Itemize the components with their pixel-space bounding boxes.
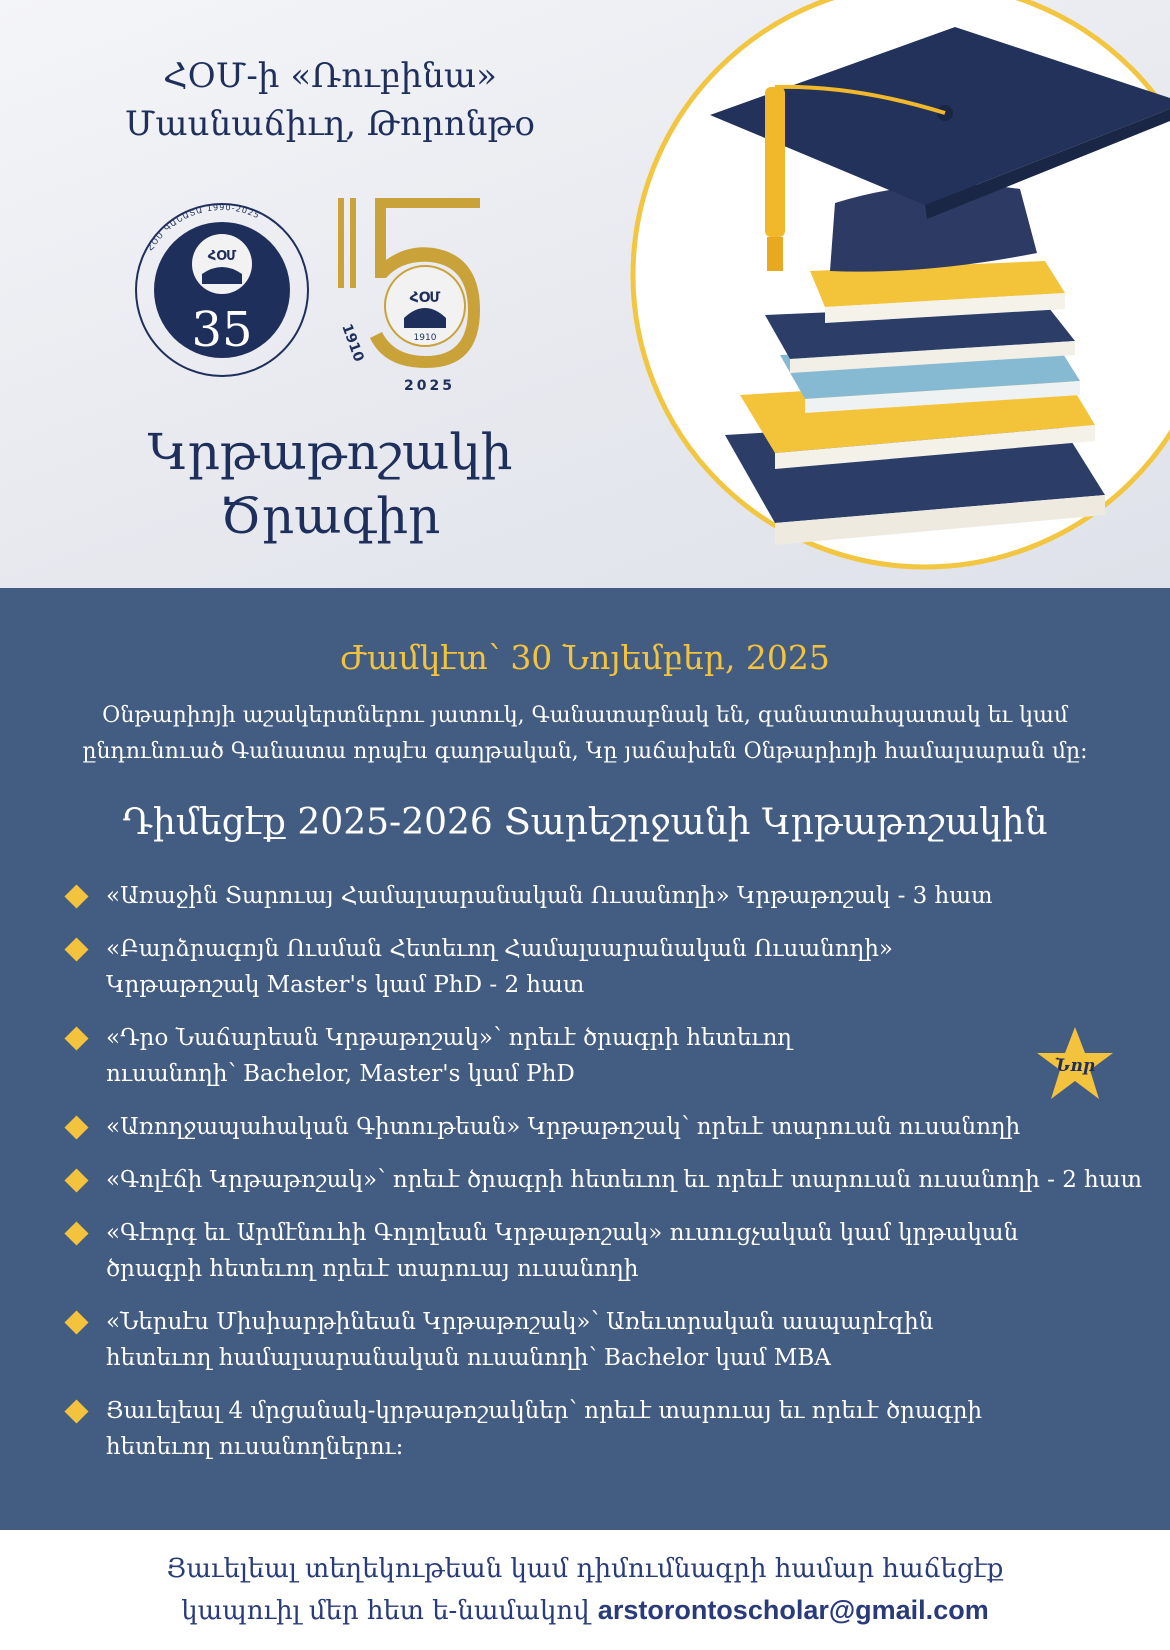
footer-contact-prefix: կապուիլ մեր հետ ե-նամակով — [181, 1596, 590, 1626]
apply-heading: Դիմեցէք 2025-2026 Տարեշրջանի Կրթաթոշակին — [122, 802, 1048, 843]
footer — [0, 1530, 1170, 1650]
scholarship-item: «Ներսէս Միսիարթինեան Կրթաթոշակ»՝ Առեւտրական ասպարէզին հետեւող համալսարանական ուսանողի՝ Bachelor կամ MBA — [62, 1304, 1142, 1376]
title-line-2: Ծրագիր — [219, 487, 441, 545]
diamond-bullet-icon — [64, 1221, 88, 1245]
new-badge-text: Նոր — [1054, 1056, 1096, 1076]
scholarship-item: Յաւելեալ 4 մրցանակ-կրթաթոշակներ՝ որեւէ տարուայ եւ որեւէ ծրագրի հետեւող ուսանողներու: — [62, 1393, 1142, 1465]
svg-text:ՀՕՄ: ՀՕՄ — [207, 249, 237, 264]
details-section — [0, 588, 1170, 1530]
seal-emblem-text: ՀՕՄ — [409, 290, 441, 306]
seal-year-end: 2025 — [404, 378, 455, 394]
eligibility-text: Օնթարիոյի աշակերտներու յատուկ, Գանատաբնակ են, զանատահպատակ եւ կամ ընդունուած Գանատա որպէս գաղթական, Կը յաճախեն Օնթարիոյի համալսարան մը: — [82, 703, 1088, 764]
diamond-bullet-icon — [64, 1310, 88, 1334]
scholarship-item: «Դրօ Նաճարեան Կրթաթոշակ»՝ որեւէ ծրագրի հետեւող ուսանողի՝ Bachelor, Master's կամ PhD — [62, 1020, 1142, 1092]
org-line-2: Մասնաճիւղ, Թորոնթօ — [124, 104, 536, 144]
new-star-badge-icon — [1035, 1025, 1115, 1103]
header-section — [0, 0, 1170, 588]
footer-line-1: Յաւելեալ տեղեկութեան կամ դիմումնագրի համար հաճեցէք — [166, 1554, 1004, 1584]
organization-name — [60, 52, 600, 148]
diamond-bullet-icon — [64, 884, 88, 908]
footer-line-2 — [0, 1595, 1170, 1626]
graduation-books-image — [625, 0, 1170, 588]
diamond-bullet-icon — [64, 1026, 88, 1050]
diamond-bullet-icon — [64, 937, 88, 961]
seal-number: 35 — [191, 302, 253, 358]
emblem-icon — [192, 234, 252, 294]
deadline-text: Ժամկէտ՝ 30 Նոյեմբեր, 2025 — [340, 638, 830, 677]
contact-email-link[interactable]: arstorontoscholar@gmail.com — [597, 1595, 989, 1625]
org-line-1: ՀՕՄ-ի «Ռուբինա» — [163, 56, 497, 96]
seal-ring-text: ՀՕՄ ԳԱՆԱՏԱ 1990-2025 — [145, 202, 262, 253]
seal-year-start: 1910 — [338, 321, 367, 364]
anniversary-35-seal — [132, 200, 312, 380]
page-title — [60, 420, 600, 548]
scholarship-item: «Առաջին Տարուայ Համալսարանական Ուսանողի» Կրթաթոշակ - 3 հատ — [62, 878, 1142, 914]
scholarship-item: «Բարձրագոյն Ուսման Հետեւող Համալսարանական Ուսանողի» Կրթաթոշակ Master's կամ PhD - 2 հատ — [62, 931, 1142, 1003]
scholarship-list — [62, 878, 1142, 1482]
scholarship-item: «Առողջապահական Գիտութեան» Կրթաթոշակ՝ որեւէ տարուան ուսանողի — [62, 1109, 1142, 1145]
diamond-bullet-icon — [64, 1399, 88, 1423]
seal-inner-year: 1910 — [413, 333, 437, 343]
diamond-bullet-icon — [64, 1168, 88, 1192]
diamond-bullet-icon — [64, 1115, 88, 1139]
scholarship-item: «Գոլէճի Կրթաթոշակ»՝ որեւէ ծրագրի հետեւող եւ որեւէ տարուան ուսանողի - 2 հատ — [62, 1162, 1142, 1198]
anniversary-115-seal — [330, 198, 510, 398]
scholarship-item: «Գէորգ եւ Արմէնուհի Գոլոլեան Կրթաթոշակ» ուսուցչական կամ կրթական ծրագրի հետեւող որեւէ տարուայ ուսանողի — [62, 1215, 1142, 1287]
title-line-1: Կրթաթոշակի — [147, 423, 513, 481]
